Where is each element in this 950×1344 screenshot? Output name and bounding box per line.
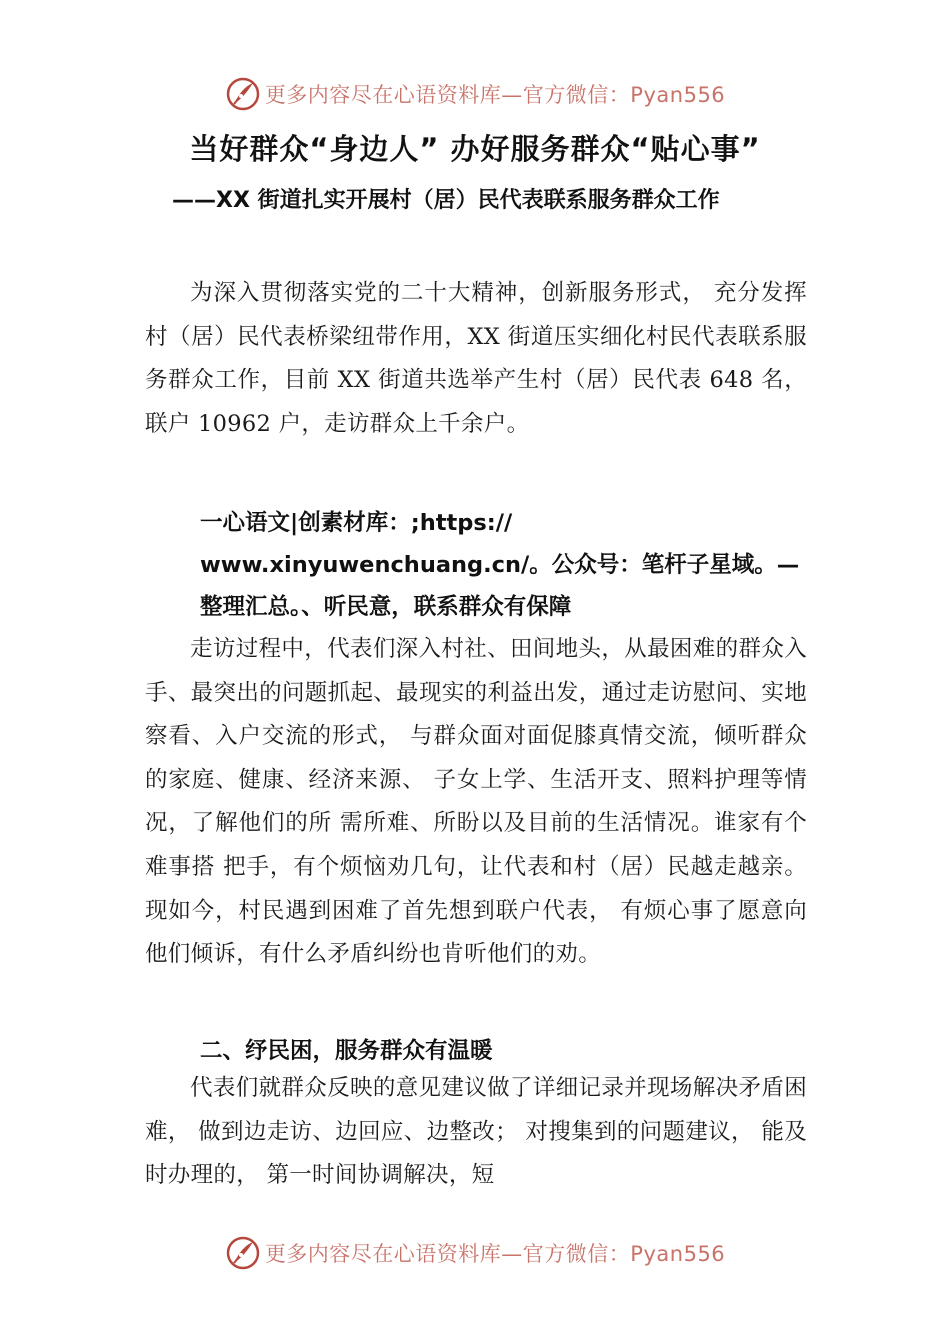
watermark-banner-bottom — [0, 1233, 950, 1273]
section-1-paragraph: 走访过程中，代表们深入村社、田间地头，从最困难的群众入手、最突出的问题抓起、最现实的利益出发，通过走访慰问、实地察看、入户交流的形式， 与群众面对面促膝真情交流，倾听群众的家庭、健康、经济来源、 子女上学、生活开支、照料护理等情况，了解他们的所 需所难、所盼以及目前的生活情况。谁家有个难事搭 把手，有个烦恼劝几句，让代表和村（居）民越走越亲。 现如今，村民遇到困难了首先想到联户代表， 有烦心事了愿意向他们倾诉，有什么矛盾纠纷也肯听他们的劝。 — [145, 636, 807, 968]
watermark-text: 更多内容尽在心语资料库—官方微信：Pyan556 — [264, 83, 726, 107]
quill-pen-logo-icon — [225, 76, 261, 112]
section-heading-2: 二、纾民困，服务群众有温暖 — [200, 1038, 493, 1064]
document-title: 当好群众“身边人” 办好服务群众“贴心事” — [189, 132, 761, 166]
section-2-paragraph-block — [145, 1067, 807, 1198]
section-1-paragraph-block — [145, 628, 807, 977]
watermark-banner-top — [0, 74, 950, 114]
watermark-text: 更多内容尽在心语资料库—官方微信：Pyan556 — [264, 1242, 726, 1266]
quill-pen-logo-icon — [225, 1235, 261, 1271]
document-subtitle: ——XX 街道扎实开展村（居）民代表联系服务群众工作 — [172, 188, 720, 213]
intro-paragraph: 为深入贯彻落实党的二十大精神，创新服务形式， 充分发挥村（居）民代表桥梁纽带作用，XX 街道压实细化村民代表联系服务群众工作，目前 XX 街道共选举产生村（居）民代表 648 名，联户 10962 户，走访群众上千余户。 — [145, 280, 807, 437]
section-2-paragraph: 代表们就群众反映的意见建议做了详细记录并现场解决矛盾困难， 做到边走访、边回应、边整改； 对搜集到的问题建议， 能及时办理的， 第一时间协调解决，短 — [145, 1075, 807, 1189]
section-heading-1: 一心语文|创素材库：;https:// www.xinyuwenchuang.cn/。公众号：笔杆子星域。—整理汇总。、听民意，联系群众有保障 — [200, 510, 800, 620]
intro-paragraph-block — [145, 272, 807, 446]
